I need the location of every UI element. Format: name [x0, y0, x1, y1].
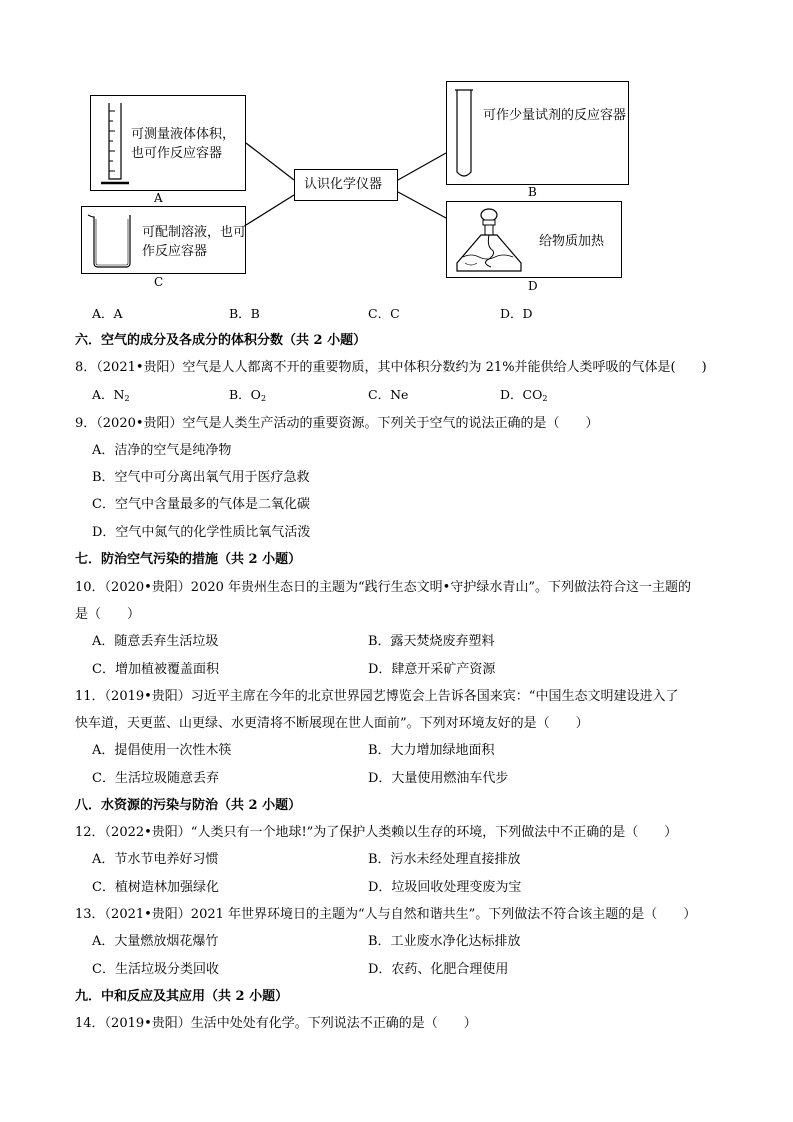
box-c [81, 206, 246, 274]
center-box [294, 169, 398, 201]
q12-option-d: D．垃圾回收处理变废为宝 [368, 880, 522, 895]
section-6-heading: 六．空气的成分及各成分的体积分数（共 2 小题） [75, 333, 367, 348]
q8-stem: 8．（2021•贵阳）空气是人人都离不开的重要物质，其中体积分数约为 21%并能供给人类呼吸的气体是( ) [75, 360, 707, 375]
test-tube-icon [453, 88, 475, 180]
center-label: 认识化学仪器 [304, 177, 383, 192]
box-d-text: 给物质加热 [539, 234, 605, 249]
section-7-heading: 七．防治空气污染的措施（共 2 小题） [75, 552, 302, 567]
q12-stem: 12．（2022•贵阳）“人类只有一个地球!”为了保护人类赖以生存的环境，下列做法中不正确的是（ ） [75, 825, 678, 840]
q12-option-b: B．污水未经处理直接排放 [368, 852, 521, 867]
box-b [446, 81, 629, 185]
section-8-heading: 八．水资源的污染与防治（共 2 小题） [75, 798, 302, 813]
q10-stem-line1: 10．（2020•贵阳）2020 年贵州生态日的主题为“践行生态文明•守护绿水青山”。下列做法符合这一主题的 [75, 580, 691, 595]
q9-option-d: D．空气中氮气的化学性质比氧气活泼 [92, 525, 311, 540]
q8-option-a: A．$N_2$ [92, 387, 130, 403]
q7-option-d: D．D [500, 306, 533, 321]
q13-option-d: D．农药、化肥合理使用 [368, 962, 509, 977]
q9-option-c: C．空气中含量最多的气体是二氧化碳 [92, 497, 310, 512]
q11-stem-line2: 快车道，天更蓝、山更绿、水更清将不断展现在世人面前”。下列对环境友好的是（ ） [75, 716, 589, 731]
q8-option-b: B．$O_2$ [229, 387, 267, 403]
q11-option-a: A．提倡使用一次性木筷 [92, 743, 232, 758]
q10-stem-line2: 是（ ） [75, 607, 141, 622]
q10-option-a: A．随意丢弃生活垃圾 [92, 634, 219, 649]
q10-option-c: C．增加植被覆盖面积 [92, 662, 219, 677]
q7-option-a: A．A [92, 306, 123, 321]
q14-stem: 14．（2019•贵阳）生活中处处有化学。下列说法不正确的是（ ） [75, 1016, 477, 1031]
box-a [90, 95, 246, 191]
q8-option-d: D．$CO_2$ [500, 387, 548, 403]
q13-option-b: B．工业废水净化达标排放 [368, 934, 521, 949]
q9-option-b: B．空气中可分离出氧气用于医疗急救 [92, 470, 310, 485]
q13-option-a: A．大量燃放烟花爆竹 [92, 934, 219, 949]
q13-stem: 13．（2021•贵阳）2021 年世界环境日的主题为“人与自然和谐共生”。下列做法不符合该主题的是（ ） [75, 907, 697, 922]
alcohol-lamp-icon [451, 205, 527, 277]
box-d [446, 201, 622, 278]
box-a-text: 可测量液体体积，也可作反应容器 [131, 127, 236, 161]
q8-option-c: C．Ne [368, 387, 409, 402]
q7-option-c: C．C [368, 306, 400, 321]
box-c-text: 可配制溶液，也可作反应容器 [142, 225, 247, 259]
q11-option-d: D．大量使用燃油车代步 [368, 771, 509, 786]
q12-option-a: A．节水节电养好习惯 [92, 852, 219, 867]
q10-option-d: D．肆意开采矿产资源 [368, 662, 496, 677]
q11-option-b: B．大力增加绿地面积 [368, 743, 495, 758]
q9-option-a: A．洁净的空气是纯净物 [92, 443, 232, 458]
q11-stem-line1: 11．（2019•贵阳）习近平主席在今年的北京世界园艺博览会上告诉各国来宾：“中国生态文明建设进入了 [75, 689, 679, 704]
q13-option-c: C．生活垃圾分类回收 [92, 962, 219, 977]
q9-stem: 9．（2020•贵阳）空气是人类生产活动的重要资源。下列关于空气的说法正确的是（ ） [75, 416, 599, 431]
box-a-label: A [154, 191, 163, 205]
box-c-label: C [154, 275, 164, 289]
q10-option-b: B．露天焚烧废弃塑料 [368, 634, 495, 649]
box-b-text: 可作少量试剂的反应容器 [483, 108, 627, 123]
graduated-cylinder-icon [97, 101, 133, 187]
beaker-icon [86, 211, 136, 271]
box-d-label: D [528, 279, 538, 293]
box-b-label: B [528, 185, 537, 199]
section-9-heading: 九．中和反应及其应用（共 2 小题） [75, 989, 289, 1004]
q12-option-c: C．植树造林加强绿化 [92, 880, 219, 895]
q11-option-c: C．生活垃圾随意丢弃 [92, 771, 219, 786]
q7-option-b: B．B [229, 306, 260, 321]
